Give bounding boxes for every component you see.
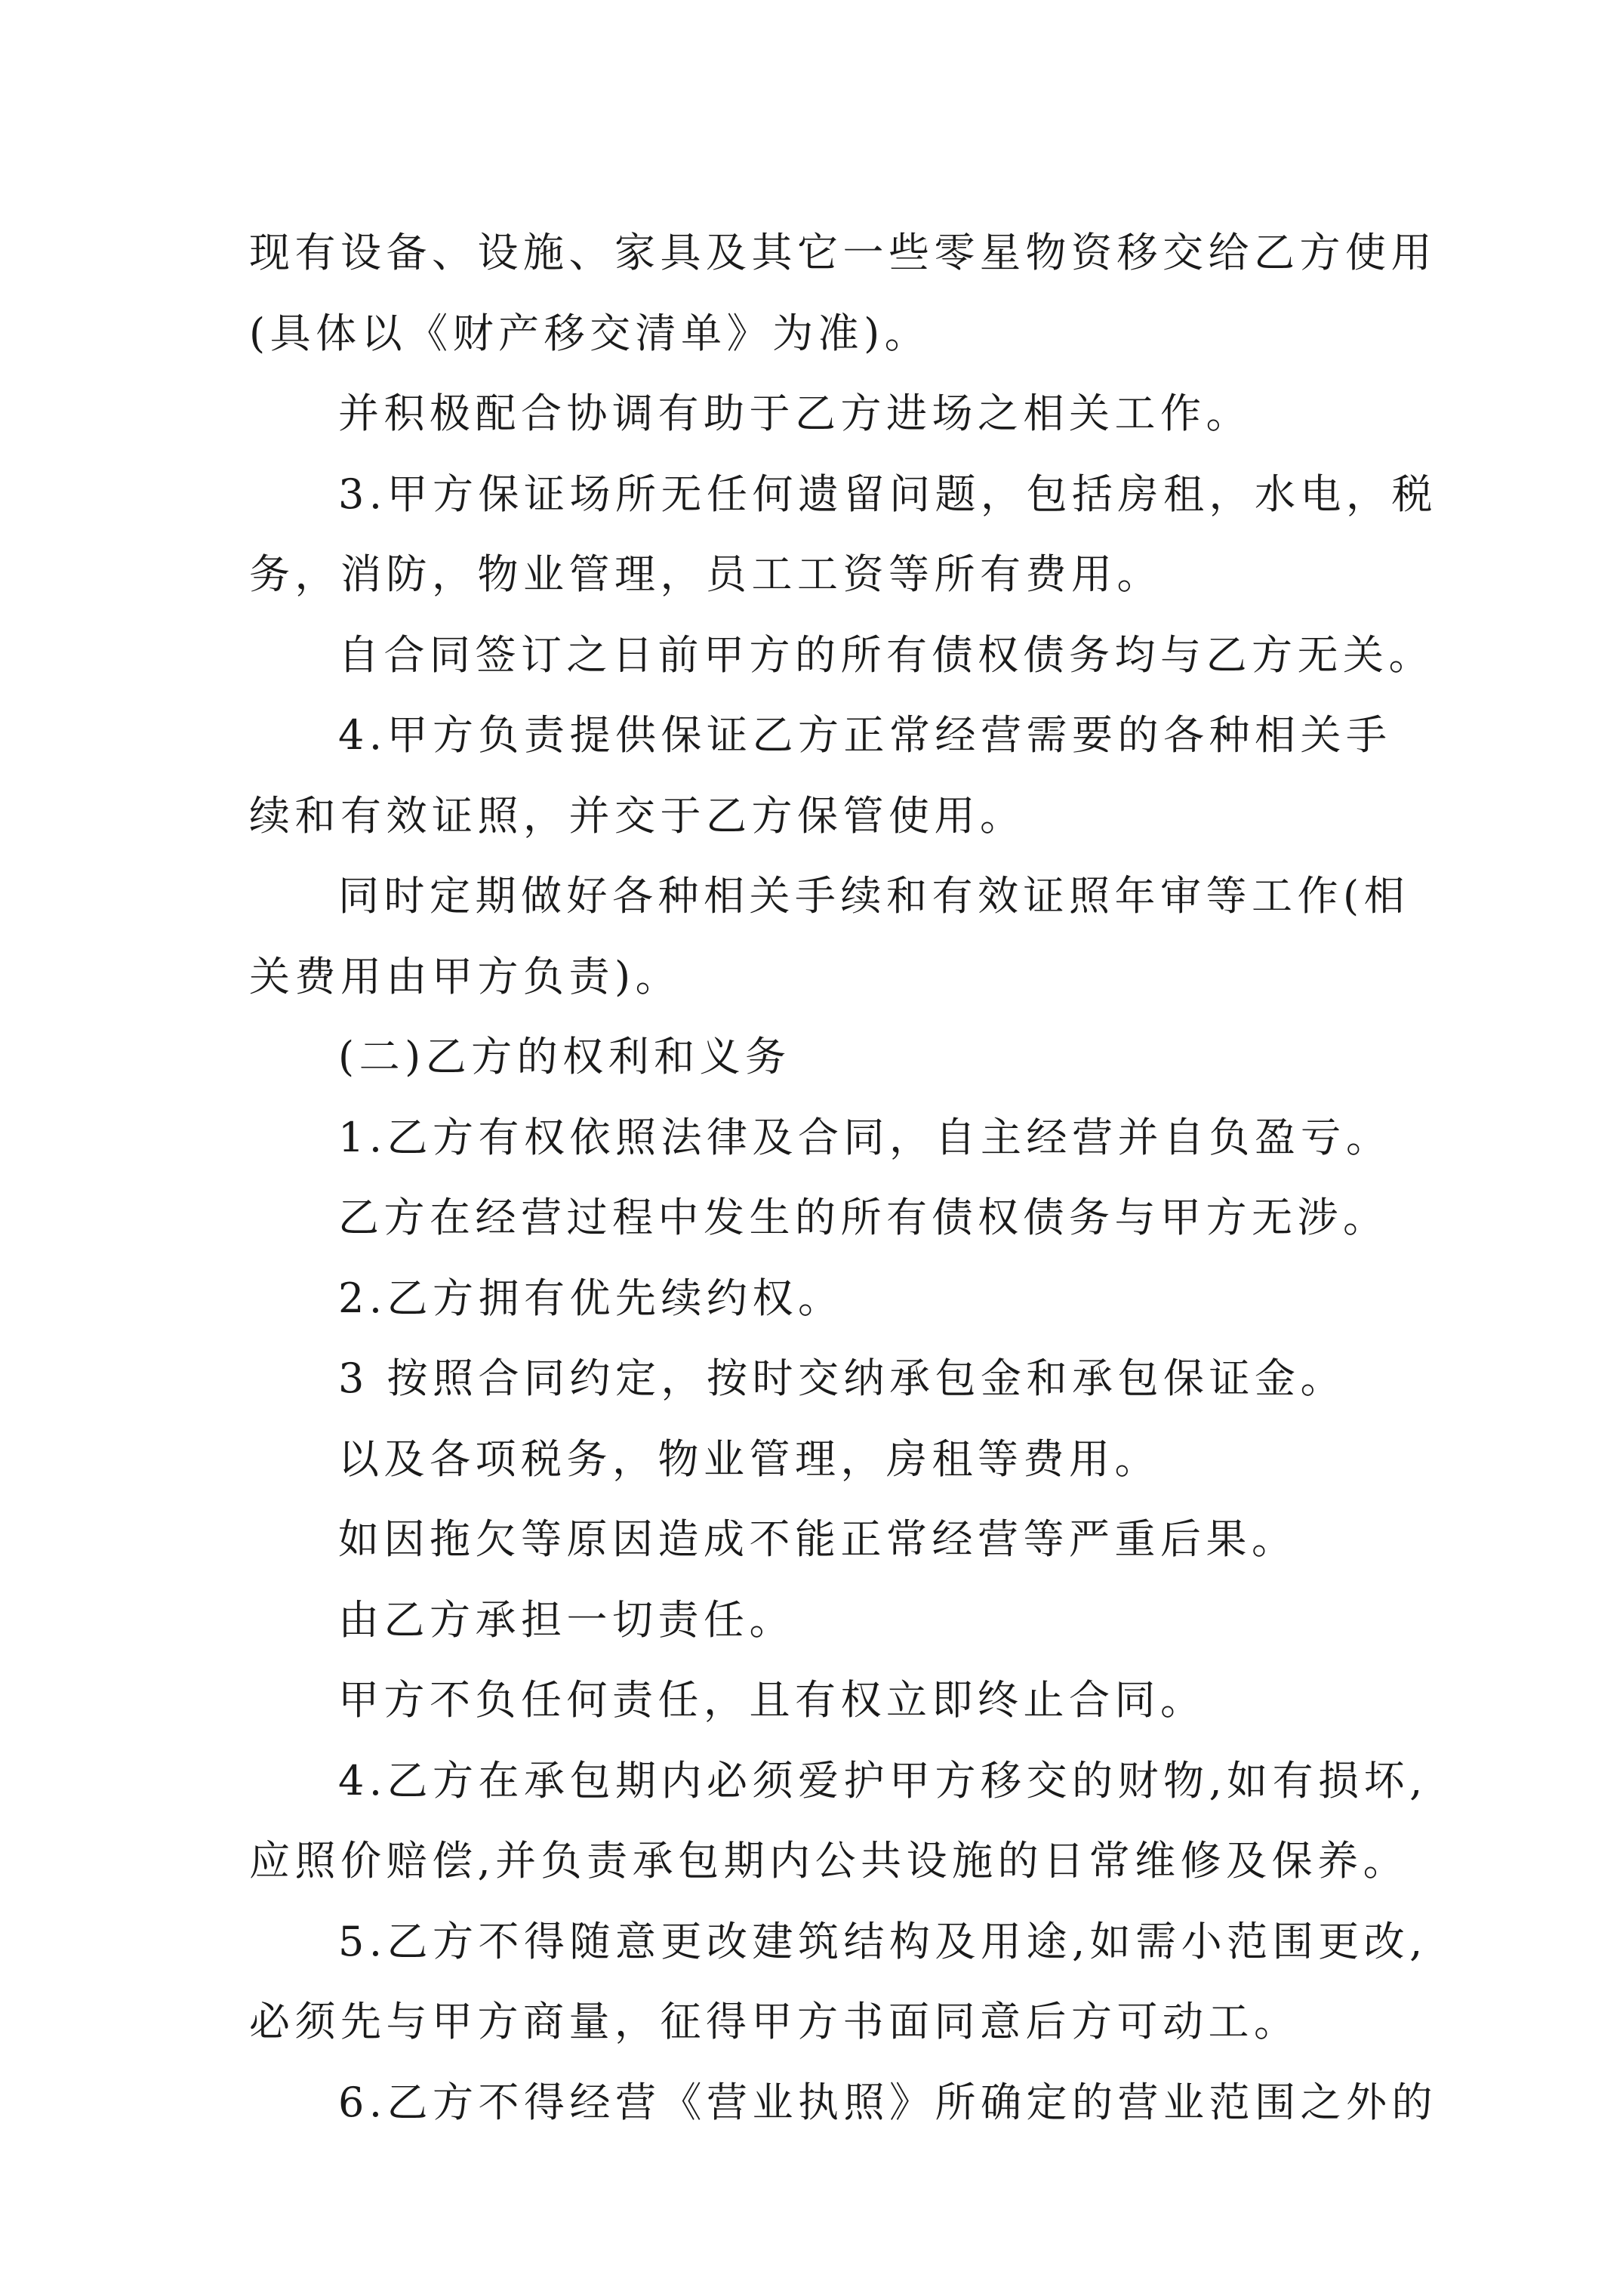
text-line: 务，消防，物业管理，员工工资等所有费用。 (249, 550, 1163, 598)
text-line: 2.乙方拥有优先续约权。 (338, 1274, 844, 1322)
text-line: 3.甲方保证场所无任何遗留问题，包括房租，水电，税 (338, 470, 1438, 518)
text-line: 以及各项税务，物业管理，房租等费用。 (338, 1435, 1160, 1483)
text-line: 如因拖欠等原因造成不能正常经营等严重后果。 (338, 1515, 1298, 1563)
text-line: 同时定期做好各种相关手续和有效证照年审等工作(相 (338, 872, 1410, 920)
text-line: 现有设备、设施、家具及其它一些零星物资移交给乙方使用 (249, 229, 1437, 276)
text-line: 并积极配合协调有助于乙方进场之相关工作。 (338, 390, 1252, 437)
text-line: 由乙方承担一切责任。 (338, 1595, 795, 1644)
text-line: 4.甲方负责提供保证乙方正常经营需要的各种相关手 (338, 711, 1392, 759)
text-line: 应照价赔偿,并负责承包期内公共设施的日常维修及保养。 (249, 1837, 1409, 1885)
text-line: 3 按照合同约定，按时交纳承包金和承包保证金。 (338, 1354, 1347, 1402)
text-line: 续和有效证照，并交于乙方保管使用。 (249, 791, 1026, 840)
text-line: 5.乙方不得随意更改建筑结构及用途,如需小范围更改, (338, 1917, 1427, 1965)
text-line: 1.乙方有权依照法律及合同，自主经营并自负盈亏。 (338, 1113, 1392, 1161)
document-body (249, 213, 1438, 2143)
text-line: 6.乙方不得经营《营业执照》所确定的营业范围之外的 (338, 2078, 1438, 2126)
text-line: 必须先与甲方商量，征得甲方书面同意后方可动工。 (249, 1998, 1300, 2045)
text-line: 自合同签订之日前甲方的所有债权债务均与乙方无关。 (338, 630, 1434, 679)
text-line: (具体以《财产移交清单》为准)。 (249, 309, 931, 357)
section-heading: (二)乙方的权利和义务 (338, 1033, 791, 1080)
text-line: 甲方不负任何责任，且有权立即终止合同。 (338, 1676, 1206, 1724)
text-line: 4.乙方在承包期内必须爱护甲方移交的财物,如有损坏, (338, 1756, 1427, 1804)
text-line: 乙方在经营过程中发生的所有债权债务与甲方无涉。 (338, 1194, 1389, 1241)
text-line: 关费用由甲方负责)。 (249, 952, 682, 1000)
